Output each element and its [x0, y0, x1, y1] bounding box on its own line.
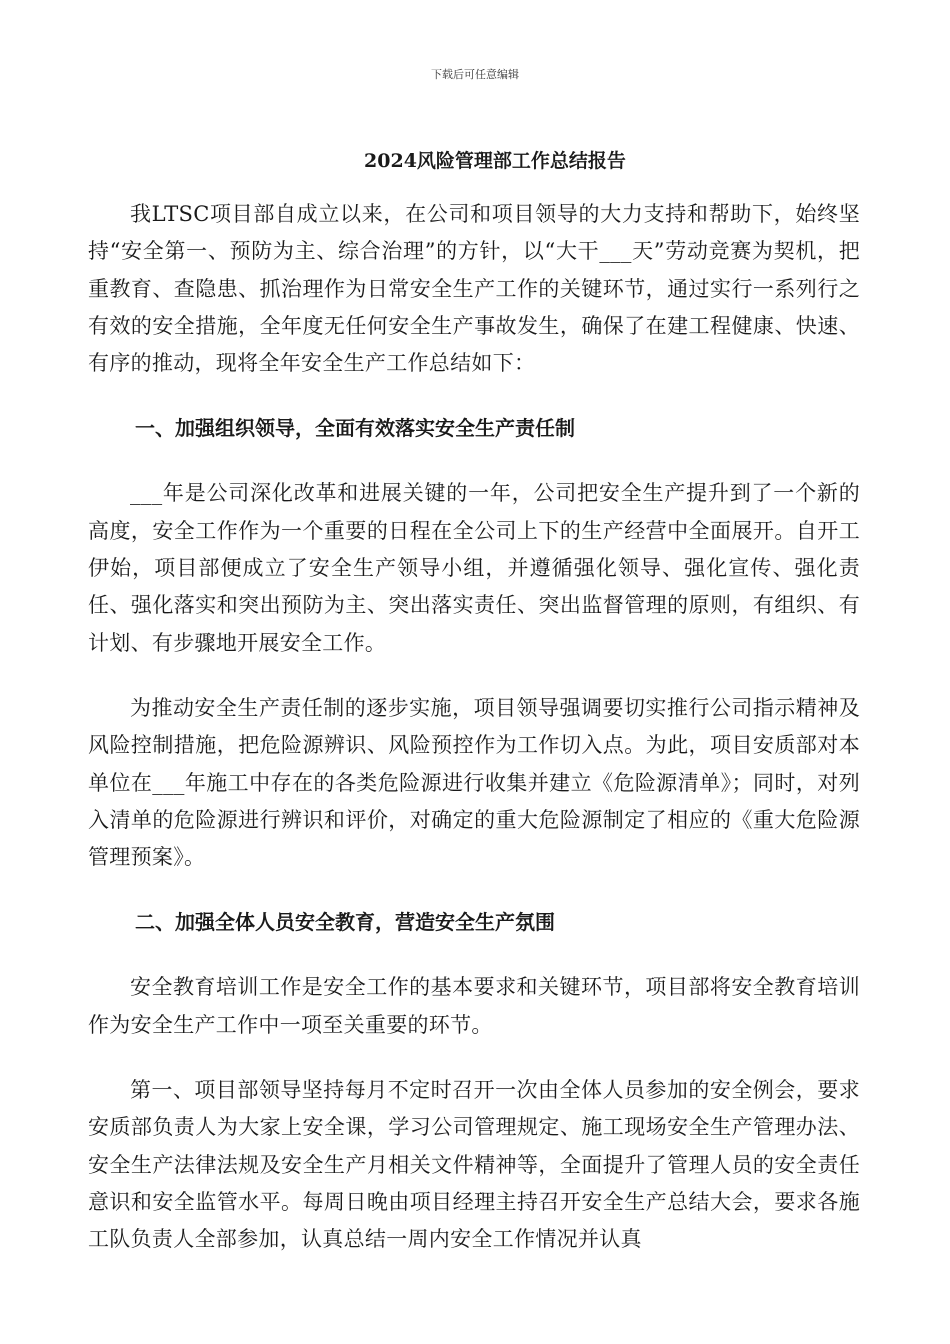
- intro-paragraph: 我LTSC项目部自成立以来，在公司和项目领导的大力支持和帮助下，始终坚持“安全第一、预防为主、综合治理”的方针，以“大干___天”劳动竞赛为契机，把重教育、查隐患、抓治理作为日常安全生产工作的关键环节，通过实行一系列行之有效的安全措施，全年度无任何安全生产事故发生，确保了在建工程健康、快速、有序的推动，现将全年安全生产工作总结如下：: [88, 202, 860, 376]
- section-heading-1: 一、加强组织领导，全面有效落实安全生产责任制: [135, 416, 575, 441]
- document-title: 2024风险管理部工作总结报告: [364, 150, 626, 172]
- paragraph-1: ___年是公司深化改革和进展关键的一年，公司把安全生产提升到了一个新的高度，安全工作作为一个重要的日程在全公司上下的生产经营中全面展开。自开工伊始，项目部便成立了安全生产领导小组，并遵循强化领导、强化宣传、强化责任、强化落实和突出预防为主、突出落实责任、突出监督管理的原则，有组织、有计划、有步骤地开展安全工作。: [88, 481, 860, 655]
- paragraph-3: 安全教育培训工作是安全工作的基本要求和关键环节，项目部将安全教育培训作为安全生产工作中一项至关重要的环节。: [88, 975, 860, 1037]
- section-heading-2: 二、加强全体人员安全教育，营造安全生产氛围: [135, 910, 555, 935]
- paragraph-2: 为推动安全生产责任制的逐步实施，项目领导强调要切实推行公司指示精神及风险控制措施，把危险源辨识、风险预控作为工作切入点。为此，项目安质部对本单位在___年施工中存在的各类危险源进行收集并建立《危险源清单》；同时，对列入清单的危险源进行辨识和评价，对确定的重大危险源制定了相应的《重大危险源管理预案》。: [88, 695, 860, 870]
- header-note: 下载后可任意编辑: [431, 68, 519, 81]
- paragraph-4: 第一、项目部领导坚持每月不定时召开一次由全体人员参加的安全例会，要求安质部负责人为大家上安全课，学习公司管理规定、施工现场安全生产管理办法、安全生产法律法规及安全生产月相关文件精神等，全面提升了管理人员的安全责任意识和安全监管水平。每周日晚由项目经理主持召开安全生产总结大会，要求各施工队负责人全部参加，认真总结一周内安全工作情况并认真: [88, 1078, 860, 1252]
- document-body: [88, 196, 860, 1259]
